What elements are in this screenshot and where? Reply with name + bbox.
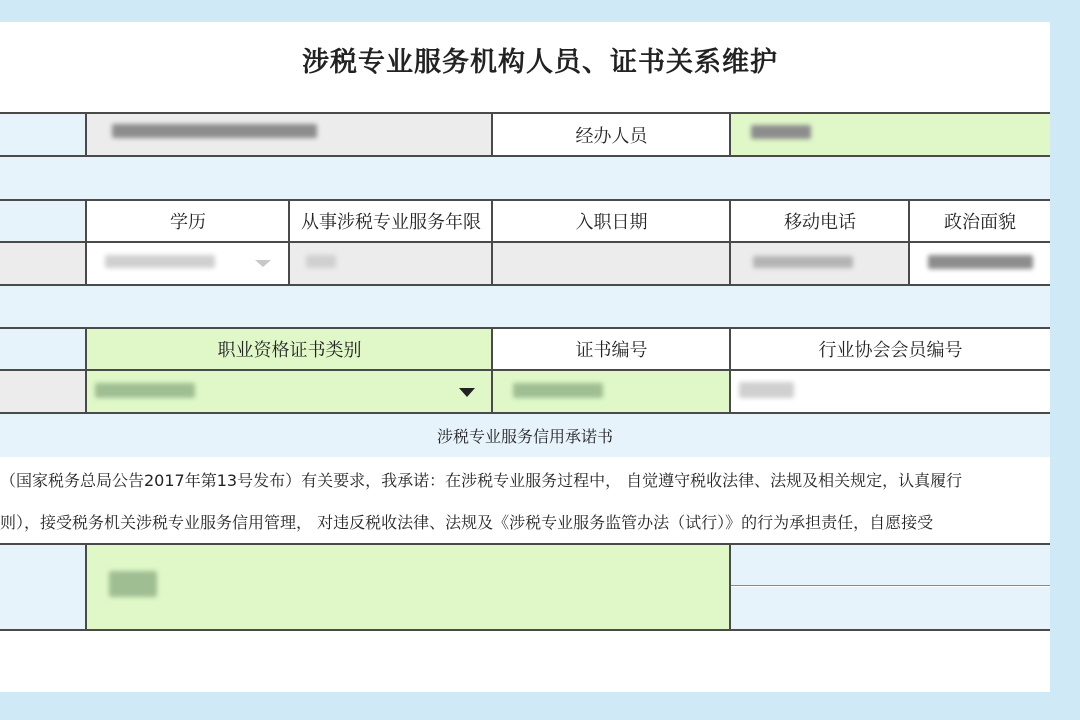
political-status-header: 政治面貌 bbox=[910, 200, 1050, 242]
cert-category-select[interactable] bbox=[87, 371, 492, 412]
row1-leading-cell bbox=[0, 114, 86, 156]
redacted-cert-number bbox=[513, 383, 603, 398]
grid-line bbox=[85, 199, 87, 286]
commitment-heading: 涉税专业服务信用承诺书 bbox=[0, 414, 1050, 457]
redacted-cert-category bbox=[95, 383, 195, 398]
handler-field[interactable] bbox=[731, 114, 1050, 156]
redacted-handler-name bbox=[751, 125, 811, 139]
row3-leading-value bbox=[0, 371, 86, 412]
spacer-band-2 bbox=[0, 285, 1050, 328]
grid-line bbox=[85, 327, 87, 414]
grid-line bbox=[0, 112, 1050, 114]
grid-line bbox=[729, 327, 731, 414]
org-name-field[interactable] bbox=[87, 114, 492, 156]
grid-line bbox=[729, 543, 731, 631]
signature-field[interactable] bbox=[87, 545, 730, 629]
redacted-political-status bbox=[928, 255, 1033, 269]
redacted-mobile bbox=[753, 256, 853, 268]
member-number-field[interactable] bbox=[731, 371, 1050, 412]
signature-right-top bbox=[731, 545, 1050, 585]
years-header: 从事涉税专业服务年限 bbox=[290, 200, 492, 242]
grid-line bbox=[85, 543, 87, 631]
redacted-org-name bbox=[112, 124, 317, 138]
cert-number-header: 证书编号 bbox=[493, 328, 730, 370]
grid-line bbox=[908, 199, 910, 286]
spacer-band-1 bbox=[0, 156, 1050, 200]
grid-line bbox=[491, 327, 493, 414]
member-number-header: 行业协会会员编号 bbox=[731, 328, 1050, 370]
education-select[interactable] bbox=[87, 243, 289, 284]
grid-line bbox=[0, 543, 1050, 545]
redacted-signature bbox=[109, 571, 157, 597]
grid-line-thin bbox=[731, 585, 1050, 586]
grid-line bbox=[0, 629, 1050, 631]
grid-line bbox=[491, 199, 493, 286]
page-title: 涉税专业服务机构人员、证书关系维护 bbox=[302, 47, 778, 78]
redacted-member-number bbox=[739, 382, 794, 398]
row2-leading-value bbox=[0, 243, 86, 284]
years-field[interactable] bbox=[290, 243, 492, 284]
redacted-years bbox=[306, 255, 336, 268]
grid-line bbox=[288, 199, 290, 286]
grid-line bbox=[0, 327, 1050, 329]
hire-date-field[interactable] bbox=[493, 243, 730, 284]
grid-line bbox=[491, 112, 493, 157]
political-status-select[interactable] bbox=[910, 243, 1050, 284]
hire-date-header: 入职日期 bbox=[493, 200, 730, 242]
grid-line bbox=[0, 199, 1050, 201]
row3-leading-cell bbox=[0, 328, 86, 370]
grid-line bbox=[0, 241, 1050, 243]
mobile-field[interactable] bbox=[731, 243, 909, 284]
grid-line bbox=[0, 155, 1050, 157]
grid-line bbox=[85, 112, 87, 157]
grid-line bbox=[0, 412, 1050, 414]
chevron-down-icon[interactable] bbox=[255, 260, 271, 267]
handler-label: 经办人员 bbox=[493, 114, 730, 156]
mobile-header: 移动电话 bbox=[731, 200, 909, 242]
row2-leading-cell bbox=[0, 200, 86, 242]
form-panel bbox=[0, 22, 1050, 692]
signature-leading-cell bbox=[0, 545, 86, 629]
grid-line bbox=[0, 284, 1050, 286]
grid-line bbox=[0, 369, 1050, 371]
grid-line bbox=[729, 199, 731, 286]
commitment-line-1: （国家税务总局公告2017年第13号发布）有关要求，我承诺：在涉税专业服务过程中， 自觉遵守税收法律、法规及相关规定，认真履行 bbox=[0, 471, 963, 490]
redacted-education bbox=[105, 255, 215, 268]
caret-down-icon[interactable] bbox=[459, 388, 475, 397]
signature-right-bottom bbox=[731, 587, 1050, 629]
grid-line bbox=[729, 112, 731, 157]
cert-number-field[interactable] bbox=[493, 371, 730, 412]
commitment-line-2: 则），接受税务机关涉税专业服务信用管理， 对违反税收法律、法规及《涉税专业服务监管办法（试行）》的行为承担责任，自愿接受 bbox=[0, 513, 934, 532]
education-header: 学历 bbox=[87, 200, 289, 242]
cert-category-header: 职业资格证书类别 bbox=[87, 328, 492, 370]
